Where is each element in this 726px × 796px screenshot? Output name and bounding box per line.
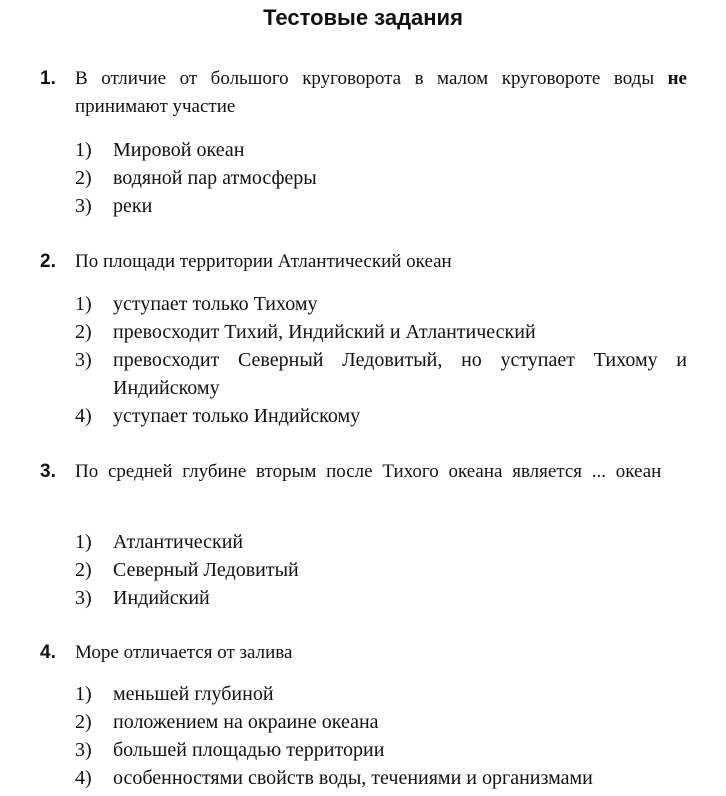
question-3-text: По средней глубине вторым после Тихого океана является ... океан <box>75 461 662 482</box>
question-1-number: 1. <box>40 68 56 89</box>
option-number: 4) <box>75 405 92 427</box>
option-number: 3) <box>75 349 92 371</box>
question-1-text-before: В отличие от большого круговорота в малом круговороте воды <box>75 68 668 89</box>
option-text: большей площадью территории <box>113 739 385 761</box>
option-text: превосходит Тихий, Индийский и Атлантический <box>113 321 536 343</box>
question-3-number: 3. <box>40 461 56 482</box>
question-1-option-1 <box>75 136 687 164</box>
option-text: превосходит Северный Ледовитый, но уступает Тихому и Индийскому <box>113 349 687 399</box>
option-number: 1) <box>75 683 92 705</box>
option-text: особенностями свойств воды, течениями и организмами <box>113 767 593 789</box>
option-text: реки <box>113 195 153 217</box>
option-number: 1) <box>75 293 92 315</box>
option-text: Мировой океан <box>113 139 245 161</box>
option-number: 3) <box>75 587 92 609</box>
question-2-option-2 <box>75 318 687 346</box>
question-1-text-emphasis: не <box>667 68 687 89</box>
question-2-option-1 <box>75 290 687 318</box>
option-text: Северный Ледовитый <box>113 559 299 581</box>
question-4-option-3 <box>75 736 687 764</box>
option-number: 3) <box>75 195 92 217</box>
question-1-text <box>75 65 687 121</box>
option-text: водяной пар атмосферы <box>113 167 317 189</box>
option-text: Индийский <box>113 587 210 609</box>
option-text: меньшей глубиной <box>113 683 274 705</box>
question-4-option-4 <box>75 764 687 792</box>
option-text: положением на окраине океана <box>113 711 379 733</box>
question-4-text: Море отличается от залива <box>75 642 293 663</box>
question-2-text: По площади территории Атлантический океан <box>75 251 452 272</box>
option-text: уступает только Индийскому <box>113 405 361 427</box>
option-number: 2) <box>75 711 92 733</box>
option-number: 4) <box>75 767 92 789</box>
question-2-option-4 <box>75 402 687 430</box>
question-3-option-3 <box>75 584 687 612</box>
option-number: 2) <box>75 321 92 343</box>
question-4-number: 4. <box>40 642 56 663</box>
question-1-option-2 <box>75 164 687 192</box>
question-4-option-1 <box>75 680 687 708</box>
question-1-text-after: принимают участие <box>75 96 236 117</box>
question-2-option-3 <box>75 346 687 402</box>
question-1-option-3 <box>75 192 687 220</box>
question-3-option-2 <box>75 556 687 584</box>
page-title: Тестовые задания <box>263 5 463 30</box>
option-number: 2) <box>75 559 92 581</box>
option-text: Атлантический <box>113 531 244 553</box>
question-4-option-2 <box>75 708 687 736</box>
option-number: 1) <box>75 531 92 553</box>
option-number: 1) <box>75 139 92 161</box>
question-3-option-1 <box>75 528 687 556</box>
option-number: 3) <box>75 739 92 761</box>
option-number: 2) <box>75 167 92 189</box>
question-2-number: 2. <box>40 251 56 272</box>
option-text: уступает только Тихому <box>113 293 318 315</box>
